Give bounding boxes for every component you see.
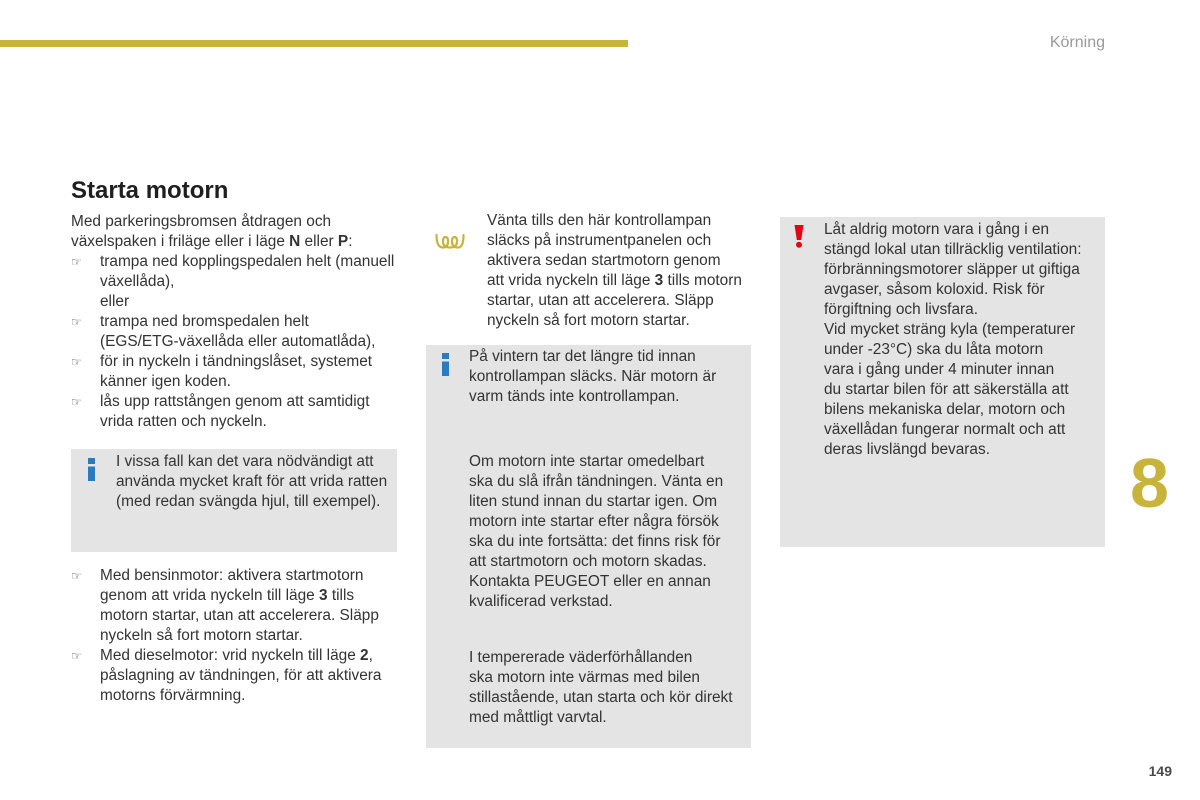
text-segment: eller bbox=[300, 233, 338, 250]
engine-type-steps bbox=[71, 566, 382, 706]
note-line: liten stund innan du startar igen. Om bbox=[469, 493, 718, 510]
note-line: Om motorn inte startar omedelbart bbox=[469, 453, 705, 470]
step-line: trampa ned bromspedalen helt bbox=[100, 313, 309, 330]
step-line: motorns förvärmning. bbox=[100, 687, 246, 704]
left-column-instructions bbox=[71, 212, 394, 432]
info-icon bbox=[87, 458, 96, 481]
instruction-step bbox=[71, 352, 394, 392]
gear-position-n: N bbox=[289, 233, 301, 250]
note-line: aktivera sedan startmotorn genom bbox=[487, 252, 721, 269]
note-line: ska du inte fortsätta: det finns risk för bbox=[469, 533, 721, 550]
warning-note bbox=[780, 217, 1105, 547]
instruction-step bbox=[71, 392, 394, 432]
text-segment: Med dieselmotor: vrid nyckeln till läge bbox=[100, 647, 361, 664]
step-line: nyckeln så fort motorn startar. bbox=[100, 627, 303, 644]
note-line: avgaser, såsom koloxid. Risk för bbox=[824, 281, 1045, 298]
note-line: stängd lokal utan tillräcklig ventilation: bbox=[824, 241, 1082, 258]
step-line: trampa ned kopplingspedalen helt (manuell bbox=[100, 253, 395, 270]
key-position-3: 3 bbox=[319, 587, 328, 604]
step-line: Med bensinmotor: aktivera startmotorn bbox=[100, 567, 364, 584]
pointing-hand-bullet-icon bbox=[71, 352, 82, 372]
info-paragraph bbox=[469, 452, 723, 612]
step-line: påslagning av tändningen, för att aktivera bbox=[100, 667, 382, 684]
note-line: kvalificerad verkstad. bbox=[469, 593, 613, 610]
note-line: bilens mekaniska delar, motorn och bbox=[824, 401, 1066, 418]
note-line: Vid mycket sträng kyla (temperaturer bbox=[824, 321, 1076, 338]
step-line: lås upp rattstången genom att samtidigt bbox=[100, 393, 370, 410]
step-line: vrida ratten och nyckeln. bbox=[100, 413, 267, 430]
note-line: Kontakta PEUGEOT eller en annan bbox=[469, 573, 711, 590]
note-line: motorn inte startar efter några försök bbox=[469, 513, 719, 530]
text-segment: tills bbox=[327, 587, 355, 604]
step-line: för in nyckeln i tändningslåset, systemet bbox=[100, 353, 373, 370]
step-line: känner igen koden. bbox=[100, 373, 231, 390]
note-line bbox=[487, 271, 742, 291]
instruction-step bbox=[71, 646, 382, 706]
intro-line: Med parkeringsbromsen åtdragen och bbox=[71, 213, 332, 230]
text-segment: genom att vrida nyckeln till läge bbox=[100, 587, 320, 604]
preheating-indicator-icon bbox=[435, 233, 465, 250]
note-line: stillastående, utan starta och kör direkt bbox=[469, 689, 733, 706]
text-segment: : bbox=[348, 233, 353, 250]
key-position-2: 2 bbox=[360, 647, 369, 664]
step-line bbox=[100, 586, 382, 606]
warning-note-text bbox=[824, 220, 1082, 460]
instruction-step bbox=[71, 312, 394, 352]
step-line: motorn startar, utan att accelerera. Släpp bbox=[100, 607, 379, 624]
info-note bbox=[71, 449, 397, 552]
note-line: vara i gång under 4 minuter innan bbox=[824, 361, 1055, 378]
note-line: startar, utan att accelerera. Släpp bbox=[487, 292, 714, 309]
info-paragraph bbox=[469, 347, 716, 407]
note-line: varm tänds inte kontrollampan. bbox=[469, 388, 680, 405]
text-segment: tills motorn bbox=[663, 272, 742, 289]
info-paragraph bbox=[469, 648, 733, 728]
instruction-step bbox=[71, 252, 394, 312]
note-line: ska motorn inte värmas med bilen bbox=[469, 669, 700, 686]
note-line: Vänta tills den här kontrollampan bbox=[487, 212, 712, 229]
info-note-text bbox=[116, 452, 387, 512]
info-icon bbox=[441, 353, 450, 376]
header-accent-bar bbox=[0, 40, 628, 47]
indicator-note-text bbox=[487, 211, 742, 331]
note-line: deras livslängd bevaras. bbox=[824, 441, 990, 458]
section-title: Körning bbox=[1049, 34, 1105, 51]
intro-line bbox=[71, 232, 394, 252]
warning-icon bbox=[794, 225, 804, 248]
note-line: växellådan fungerar normalt och att bbox=[824, 421, 1066, 438]
note-line: På vintern tar det längre tid innan bbox=[469, 348, 696, 365]
note-line: kontrollampan släcks. När motorn är bbox=[469, 368, 717, 385]
pointing-hand-bullet-icon bbox=[71, 252, 82, 272]
note-line: (med redan svängda hjul, till exempel). bbox=[116, 493, 381, 510]
note-line: förgiftning och livsfara. bbox=[824, 301, 978, 318]
note-line: släcks på instrumentpanelen och bbox=[487, 232, 712, 249]
info-note bbox=[426, 345, 751, 748]
step-line: (EGS/ETG-växellåda eller automatlåda), bbox=[100, 333, 376, 350]
note-line: I tempererade väderförhållanden bbox=[469, 649, 693, 666]
step-line bbox=[100, 646, 382, 666]
pointing-hand-bullet-icon bbox=[71, 392, 82, 412]
page-title: Starta motorn bbox=[71, 177, 229, 204]
instruction-step bbox=[71, 566, 382, 646]
note-line: att startmotorn och motorn skadas. bbox=[469, 553, 707, 570]
note-line: ska du slå ifrån tändningen. Vänta en bbox=[469, 473, 724, 490]
step-line: eller bbox=[100, 293, 130, 310]
text-segment: att vrida nyckeln till läge bbox=[487, 272, 655, 289]
page-number: 149 bbox=[1148, 763, 1172, 779]
note-line: I vissa fall kan det vara nödvändigt att bbox=[116, 453, 374, 470]
note-line: Låt aldrig motorn vara i gång i en bbox=[824, 221, 1050, 238]
text-segment: , bbox=[368, 647, 373, 664]
pointing-hand-bullet-icon bbox=[71, 566, 82, 586]
note-line: med måttligt varvtal. bbox=[469, 709, 607, 726]
step-line: växellåda), bbox=[100, 273, 175, 290]
note-line: du startar bilen för att säkerställa att bbox=[824, 381, 1069, 398]
chapter-number: 8 bbox=[1130, 444, 1169, 522]
note-line: använda mycket kraft för att vrida ratten bbox=[116, 473, 388, 490]
key-position-3: 3 bbox=[654, 272, 664, 289]
note-line: nyckeln så fort motorn startar. bbox=[487, 312, 690, 329]
pointing-hand-bullet-icon bbox=[71, 312, 82, 332]
pointing-hand-bullet-icon bbox=[71, 646, 82, 666]
note-line: förbränningsmotorer släpper ut giftiga bbox=[824, 261, 1080, 278]
gear-position-p: P bbox=[337, 233, 349, 250]
note-line: under -23°C) ska du låta motorn bbox=[824, 341, 1044, 358]
text-segment: växelspaken i friläge eller i läge bbox=[71, 233, 290, 250]
